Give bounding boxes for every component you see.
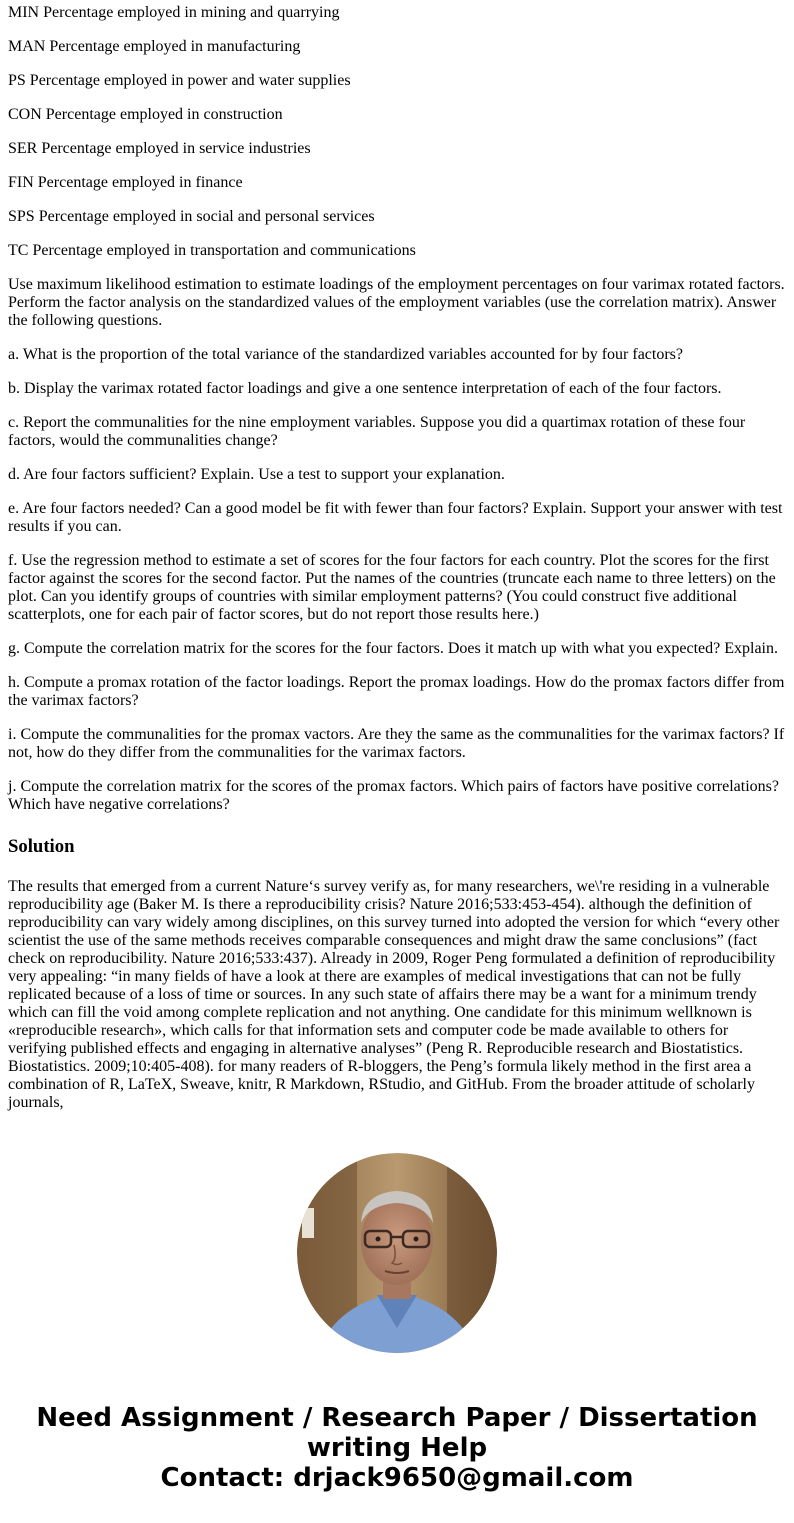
promo-contact: Contact: drjack9650@gmail.com: [160, 1463, 634, 1493]
question-h: h. Compute a promax rotation of the factor loadings. Report the promax loadings. How do the promax factors differ from the varimax factors?: [8, 674, 785, 709]
question-a: a. What is the proportion of the total variance of the standardized variables accounted for by four factors?: [8, 346, 683, 363]
question-d: d. Are four factors sufficient? Explain. Use a test to support your explanation.: [8, 466, 505, 483]
question-e: e. Are four factors needed? Can a good model be fit with fewer than four factors? Explain. Support your answer with test results if you can.: [8, 500, 783, 535]
author-photo-icon: [297, 1153, 497, 1353]
variable-sps: SPS Percentage employed in social and personal services: [8, 208, 375, 225]
question-b: b. Display the varimax rotated factor loadings and give a one sentence interpretation of each of the four factors.: [8, 380, 722, 397]
instructions-paragraph: Use maximum likelihood estimation to estimate loadings of the employment percentages on four varimax rotated factors. Perform the factor analysis on the standardized values of the employment variables (use the correlation matrix). Answer the following questions.: [8, 276, 785, 329]
question-g: g. Compute the correlation matrix for the scores for the four factors. Does it match up with what you expected? Explain.: [8, 640, 778, 657]
promo-line-2: writing Help: [306, 1433, 488, 1463]
promo-banner: [0, 1403, 794, 1493]
avatar: [297, 1153, 497, 1353]
variable-fin: FIN Percentage employed in finance: [8, 174, 243, 191]
question-i: i. Compute the communalities for the promax vactors. Are they the same as the communalities for the varimax factors? If not, how do they differ from the communalities for the varimax factors.: [8, 726, 785, 761]
question-j: j. Compute the correlation matrix for the scores of the promax factors. Which pairs of factors have positive correlations? Which have negative correlations?: [8, 778, 779, 813]
promo-line-1: Need Assignment / Research Paper / Dissertation: [36, 1403, 758, 1433]
variable-man: MAN Percentage employed in manufacturing: [8, 38, 301, 55]
variable-ser: SER Percentage employed in service industries: [8, 140, 311, 157]
question-f: f. Use the regression method to estimate a set of scores for the four factors for each country. Plot the scores for the first factor against the scores for the second factor. Put the names of the countries (truncate each name to three letters) on the plot. Can you identify groups of countries with similar employment patterns? (You could construct five additional scatterplots, one for each pair of factor scores, but do not report those results here.): [8, 552, 776, 623]
solution-text: The results that emerged from a current Nature‘s survey verify as, for many researchers, we\'re residing in a vulnerable reproducibility age (Baker M. Is there a reproducibility crisis? Nature 2016;533:453-454). although the definition of reproducibility can vary widely among disciplines, on this survey turned into adopted the version for which “every other scientist the use of the same methods receives comparable consequences and might draw the same conclusions” (fact check on reproducibility. Nature 2016;533:437). Already in 2009, Roger Peng formulated a definition of reproducibility very appealing: “in many fields of have a look at there are examples of medical investigations that can not be fully replicated because of a loss of time or sources. In any such state of affairs there may be a want for a minimum trendy which can fill the void among complete replication and not anything. One candidate for this minimum wellknown is «reproducible research», which calls for that information sets and computer code be made available to others for verifying published effects and engaging in alternative analyses” (Peng R. Reproducible research and Biostatistics. Biostatistics. 2009;10:405-408). for many readers of R-bloggers, the Peng’s formula likely method in the first area a combination of R, LaTeX, Sweave, knitr, R Markdown, RStudio, and GitHub. From the broader attitude of scholarly journals,: [8, 878, 780, 1111]
variable-tc: TC Percentage employed in transportation and communications: [8, 242, 416, 259]
variable-con: CON Percentage employed in construction: [8, 106, 283, 123]
question-c: c. Report the communalities for the nine employment variables. Suppose you did a quartimax rotation of these four factors, would the communalities change?: [8, 414, 746, 449]
variable-min: MIN Percentage employed in mining and quarrying: [8, 4, 340, 21]
variable-ps: PS Percentage employed in power and water supplies: [8, 72, 351, 89]
solution-heading: Solution: [8, 836, 75, 857]
